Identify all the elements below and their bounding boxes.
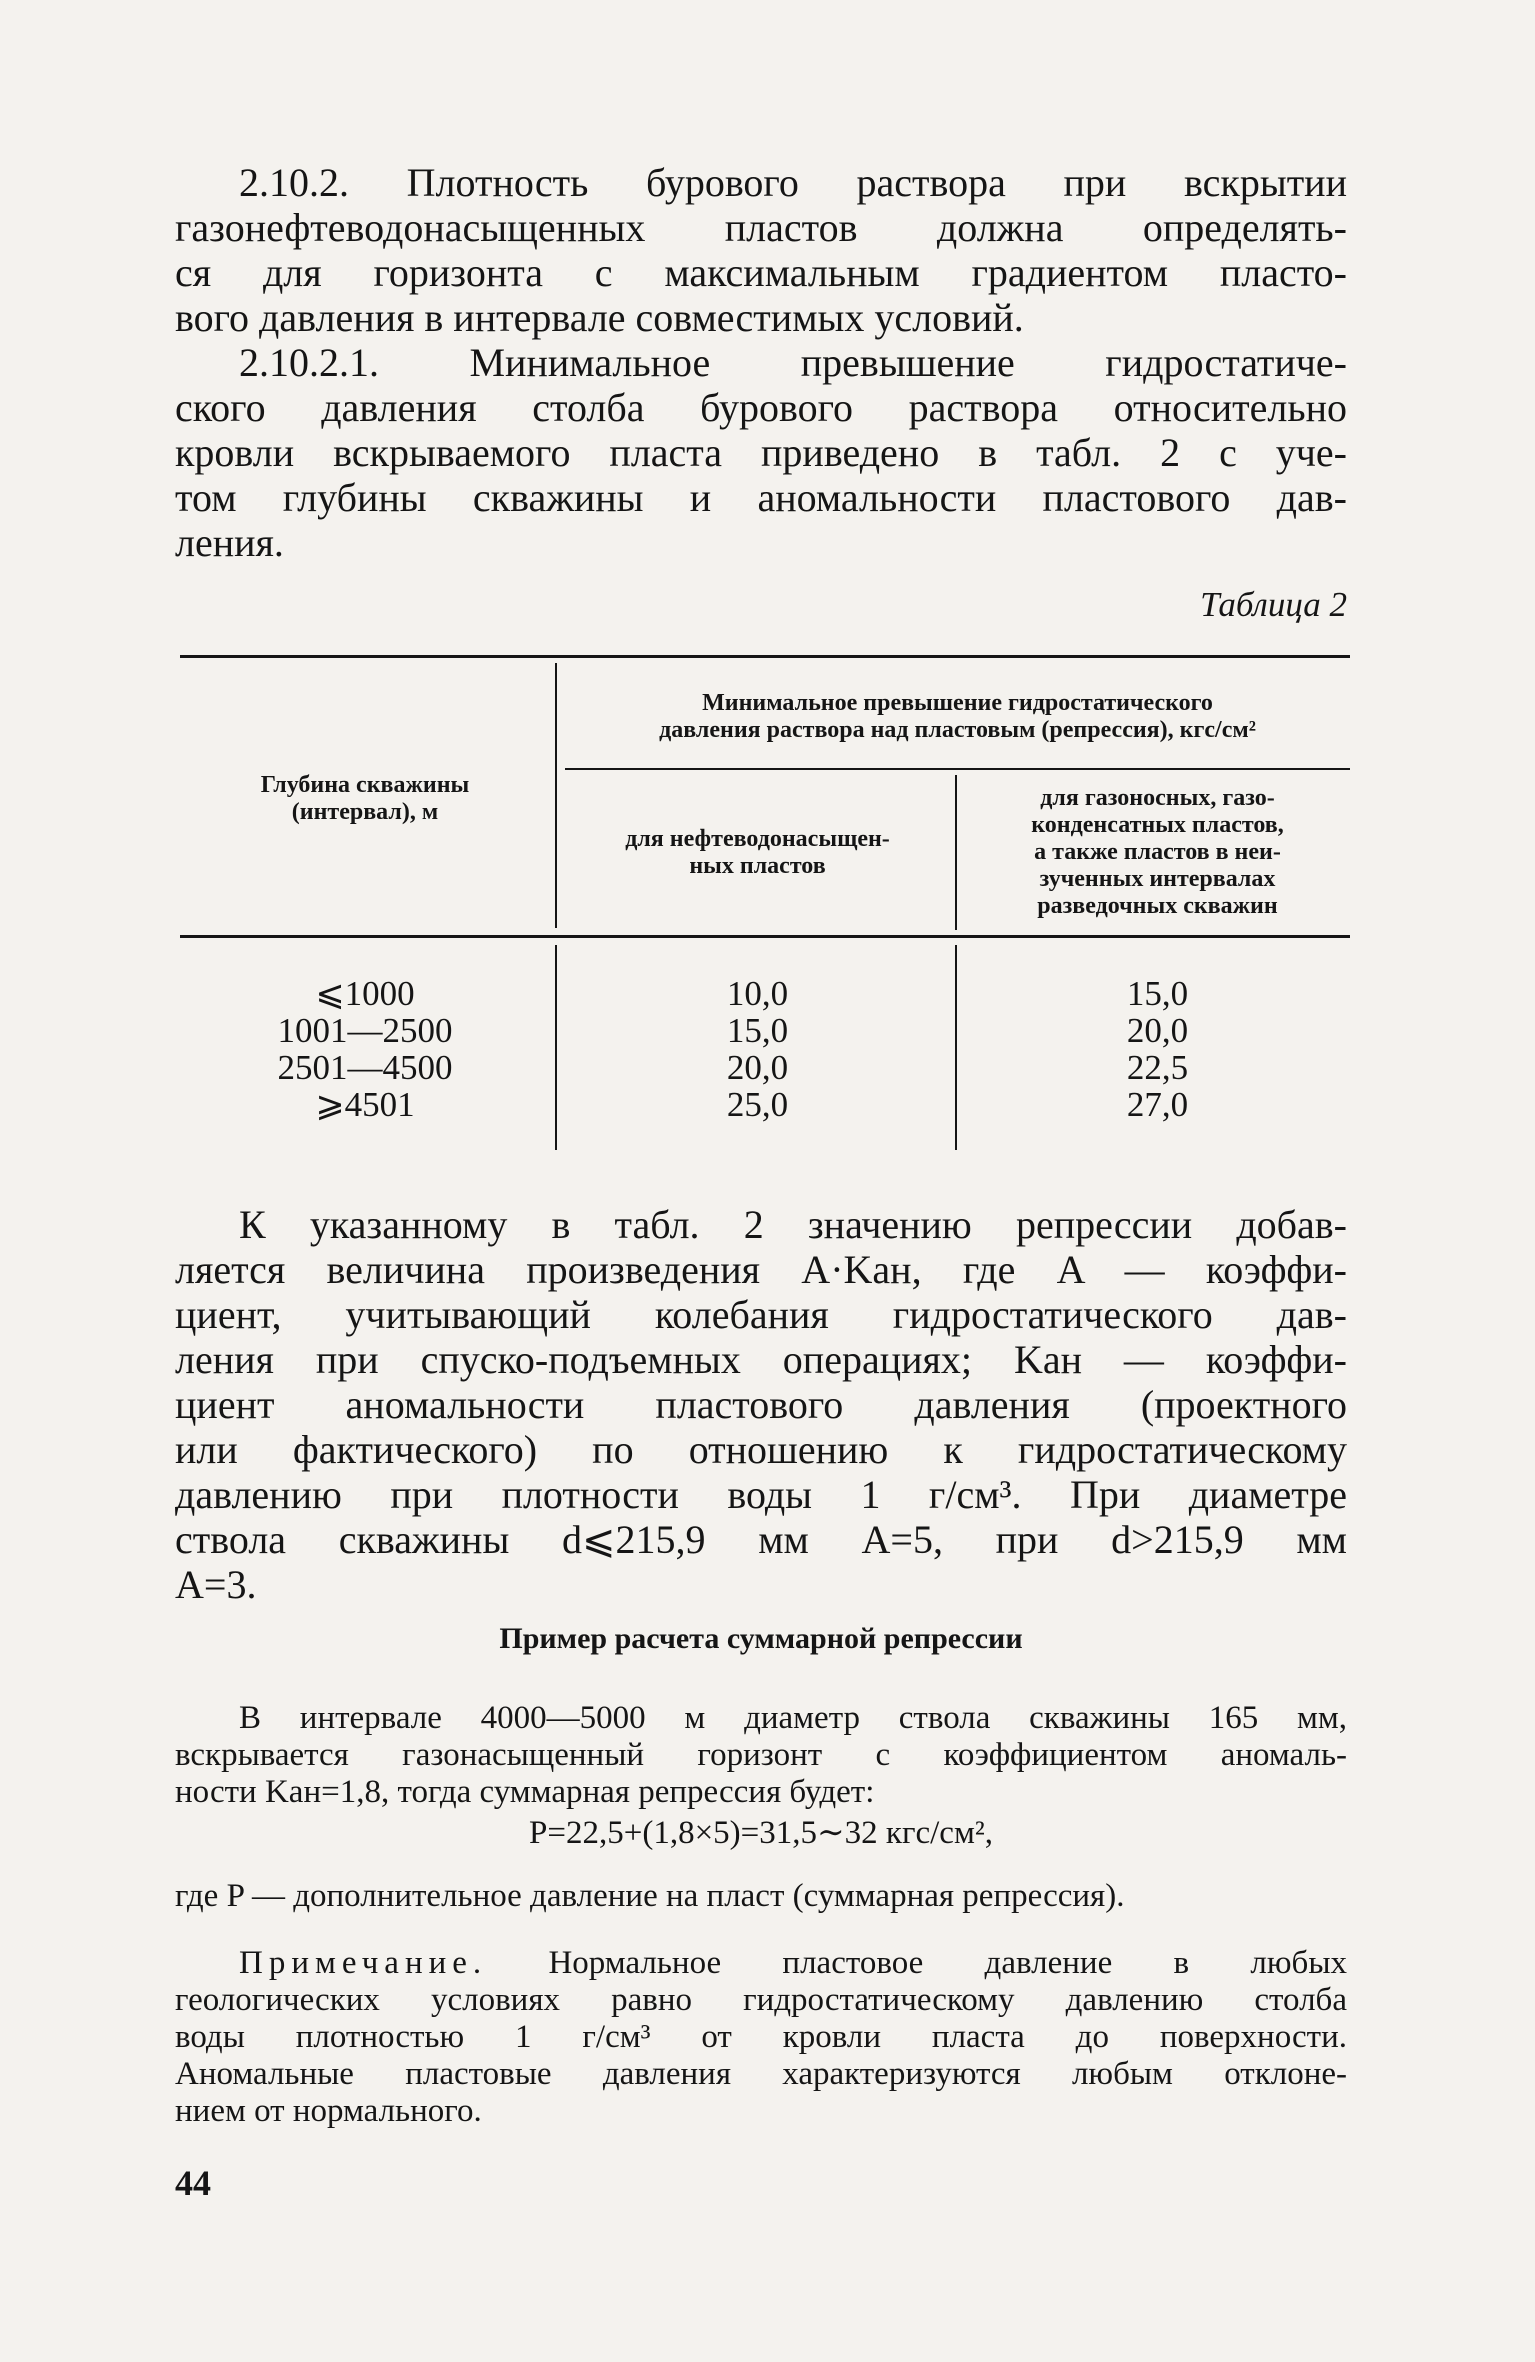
table-cell: ⩽1000 (315, 974, 415, 1013)
table-vrule-2 (955, 775, 957, 930)
table-caption: Таблица 2 (1200, 585, 1347, 624)
table-top-rule (180, 655, 1350, 658)
col-oil-values (565, 975, 950, 1123)
col-depth-values (180, 975, 550, 1123)
text-line: ского давления столба бурового раствора относительно (175, 385, 1347, 430)
text-line: Аномальные пластовые давления характеризуются любым отклоне- (175, 2056, 1347, 2092)
table-cell: 27,0 (1126, 1085, 1189, 1124)
header-line: для газоносных, газо- (1040, 785, 1275, 811)
example-body (175, 1700, 1347, 1811)
text-line: ления. (175, 520, 284, 565)
text-line: где P — дополнительное давление на пласт (суммарная репрессия). (175, 1878, 1125, 1914)
text-line: циент аномальности пластового давления (проектного (175, 1382, 1347, 1427)
text-line: газонефтеводонасыщенных пластов должна определять- (175, 205, 1347, 250)
header-line: зученных интервалах (1039, 866, 1276, 892)
text-line: циент, учитывающий колебания гидростатического дав- (175, 1292, 1347, 1337)
header-line: ных пластов (689, 853, 826, 879)
note-label: Примечание. (239, 1945, 488, 1981)
section-2-10-2-1 (175, 340, 1347, 565)
text-line: нием от нормального. (175, 2093, 482, 2129)
header-line: для нефтеводонасыщен- (625, 826, 890, 852)
table-cell: 1001—2500 (277, 1011, 453, 1050)
col-oil-header (565, 826, 950, 880)
example-heading: Пример расчета суммарной репрессии (499, 1622, 1023, 1655)
table-vrule-4 (955, 945, 957, 1150)
table-vrule-3 (555, 945, 557, 1150)
text-line: ствола скважины d⩽215,9 мм A=5, при d>215,9 мм (175, 1517, 1347, 1562)
text-line: ления при спуско-подъемных операциях; Kан — коэффи- (175, 1337, 1347, 1382)
group-header (565, 690, 1350, 744)
example-after (175, 1878, 1347, 1915)
table-cell: 22,5 (1126, 1048, 1189, 1087)
header-line: (интервал), м (291, 799, 439, 825)
text-line: ности Kан=1,8, тогда суммарная репрессия будет: (175, 1774, 875, 1810)
header-line: Минимальное превышение гидростатического (702, 690, 1213, 716)
header-line: разведочных скважин (1037, 893, 1278, 919)
example-formula: P=22,5+(1,8×5)=31,5∼32 кгс/см², (529, 1815, 993, 1851)
col-depth-header (180, 772, 550, 826)
table-cell: 20,0 (1126, 1011, 1189, 1050)
text-line: 2.10.2. Плотность бурового раствора при вскрытии (239, 160, 1347, 205)
table-cell: 15,0 (726, 1011, 789, 1050)
header-line: конденсатных пластов, (1031, 812, 1284, 838)
col-gas-values (965, 975, 1350, 1123)
table-group-rule (565, 768, 1350, 770)
text-line: К указанному в табл. 2 значению репрессии добав- (239, 1202, 1347, 1247)
text-line (175, 1945, 1347, 1982)
text-line: воды плотностью 1 г/см³ от кровли пласта до поверхности. (175, 2019, 1347, 2055)
table-cell: 10,0 (726, 974, 789, 1013)
header-line: а также пластов в неи- (1034, 839, 1281, 865)
text-line: геологических условиях равно гидростатическому давлению столба (175, 1982, 1347, 2018)
text-line: 2.10.2.1. Минимальное превышение гидростатиче- (239, 340, 1347, 385)
header-line: давления раствора над пластовым (репрессия), кгс/см² (659, 717, 1256, 743)
paragraph-repression (175, 1202, 1347, 1607)
header-line: Глубина скважины (260, 772, 470, 798)
col-gas-header (965, 785, 1350, 920)
text-line: ся для горизонта с максимальным градиентом пласто- (175, 250, 1347, 295)
note-first-line: Нормальное пластовое давление в любых (487, 1945, 1347, 1981)
text-line: ляется величина произведения A·Kан, где A — коэффи- (175, 1247, 1347, 1292)
table-cell: 20,0 (726, 1048, 789, 1087)
table-cell: ⩾4501 (315, 1085, 415, 1124)
text-line: давлению при плотности воды 1 г/см³. При диаметре (175, 1472, 1347, 1517)
text-line: кровли вскрываемого пласта приведено в табл. 2 с уче- (175, 430, 1347, 475)
text-line: A=3. (175, 1562, 257, 1607)
section-2-10-2 (175, 160, 1347, 340)
text-line: вого давления в интервале совместимых условий. (175, 295, 1024, 340)
text-line: том глубины скважины и аномальности пластового дав- (175, 475, 1347, 520)
page-number: 44 (175, 2163, 211, 2203)
table-cell: 2501—4500 (277, 1048, 453, 1087)
note (175, 1945, 1347, 2130)
table-vrule-1 (555, 663, 557, 928)
table-cell: 15,0 (1126, 974, 1189, 1013)
table-header-rule (180, 935, 1350, 938)
text-line: В интервале 4000—5000 м диаметр ствола скважины 165 мм, (239, 1700, 1347, 1736)
text-line: вскрывается газонасыщенный горизонт с коэффициентом аномаль- (175, 1737, 1347, 1773)
text-line: или фактического) по отношению к гидростатическому (175, 1427, 1347, 1472)
table-cell: 25,0 (726, 1085, 789, 1124)
